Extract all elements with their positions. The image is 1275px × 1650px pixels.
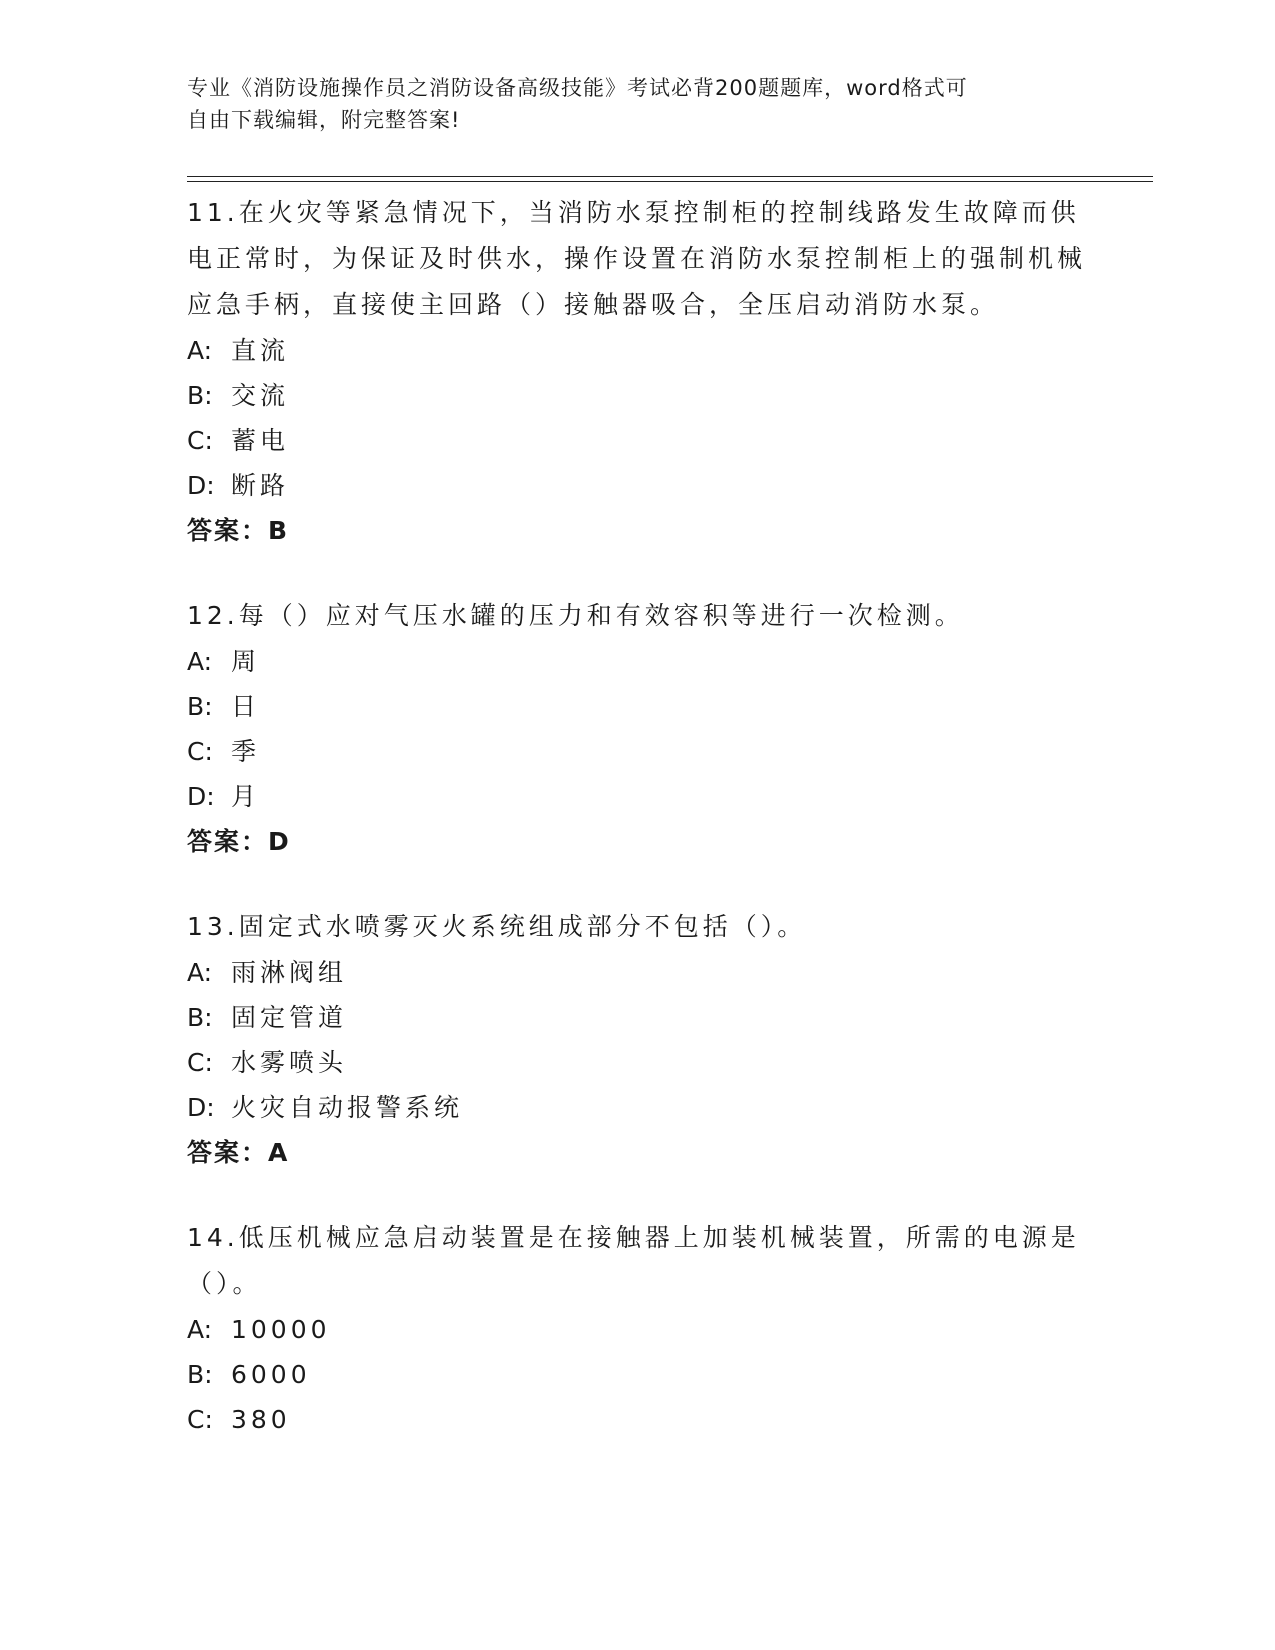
option-text: 断路 <box>231 471 290 500</box>
option-text: 直流 <box>231 336 290 365</box>
option-letter: A: <box>187 336 213 365</box>
option-letter: B: <box>187 692 213 721</box>
question-13 <box>187 904 1087 1175</box>
question-list <box>187 190 1087 1442</box>
option-d <box>187 774 1087 819</box>
option-text: 380 <box>231 1405 291 1434</box>
document-header <box>187 72 1067 136</box>
option-letter: B: <box>187 1003 213 1032</box>
header-line-1: 专业《消防设施操作员之消防设备高级技能》考试必背200题题库，word格式可 <box>187 76 968 100</box>
option-c <box>187 729 1087 774</box>
option-a <box>187 328 1087 373</box>
answer-value: B <box>268 516 290 545</box>
option-text: 水雾喷头 <box>231 1048 348 1077</box>
option-text: 交流 <box>231 381 290 410</box>
option-c <box>187 1040 1087 1085</box>
option-text: 火灾自动报警系统 <box>231 1093 464 1122</box>
answer-line <box>187 508 1087 553</box>
option-b <box>187 1352 1087 1397</box>
option-a <box>187 1307 1087 1352</box>
option-letter: C: <box>187 737 213 766</box>
answer-line <box>187 819 1087 864</box>
answer-value: D <box>268 827 291 856</box>
option-d <box>187 1085 1087 1130</box>
header-divider-bottom <box>187 181 1153 182</box>
option-letter: A: <box>187 958 213 987</box>
option-d <box>187 463 1087 508</box>
spacer <box>187 553 1087 593</box>
question-stem: 14.低压机械应急启动装置是在接触器上加装机械装置，所需的电源是（）。 <box>187 1223 1080 1298</box>
option-letter: B: <box>187 381 213 410</box>
answer-label: 答案： <box>187 1138 269 1167</box>
answer-line <box>187 1130 1087 1175</box>
option-c <box>187 1397 1087 1442</box>
option-text: 雨淋阀组 <box>231 958 348 987</box>
option-text: 月 <box>231 782 261 811</box>
question-11 <box>187 190 1087 553</box>
option-text: 周 <box>231 647 261 676</box>
option-text: 10000 <box>231 1315 331 1344</box>
option-letter: C: <box>187 426 213 455</box>
question-14 <box>187 1215 1087 1442</box>
option-text: 6000 <box>231 1360 311 1389</box>
answer-label: 答案： <box>187 827 269 856</box>
header-line-2: 自由下载编辑，附完整答案! <box>187 108 461 132</box>
header-divider-top <box>187 176 1153 177</box>
option-letter: D: <box>187 1093 215 1122</box>
option-letter: D: <box>187 782 215 811</box>
question-stem: 12.每（）应对气压水罐的压力和有效容积等进行一次检测。 <box>187 601 964 630</box>
answer-value: A <box>268 1138 290 1167</box>
option-text: 日 <box>231 692 261 721</box>
option-text: 蓄电 <box>231 426 290 455</box>
option-a <box>187 639 1087 684</box>
option-letter: B: <box>187 1360 213 1389</box>
option-b <box>187 373 1087 418</box>
option-text: 季 <box>231 737 261 766</box>
answer-label: 答案： <box>187 516 269 545</box>
spacer <box>187 864 1087 904</box>
option-a <box>187 950 1087 995</box>
option-letter: A: <box>187 1315 213 1344</box>
option-c <box>187 418 1087 463</box>
option-letter: C: <box>187 1405 213 1434</box>
question-stem: 13.固定式水喷雾灭火系统组成部分不包括（）。 <box>187 912 807 941</box>
spacer <box>187 1175 1087 1215</box>
option-text: 固定管道 <box>231 1003 348 1032</box>
option-letter: A: <box>187 647 213 676</box>
option-b <box>187 995 1087 1040</box>
question-stem: 11.在火灾等紧急情况下，当消防水泵控制柜的控制线路发生故障而供电正常时，为保证及时供水，操作设置在消防水泵控制柜上的强制机械应急手柄，直接使主回路（）接触器吸合，全压启动消防水泵。 <box>187 198 1087 319</box>
option-b <box>187 684 1087 729</box>
question-12 <box>187 593 1087 864</box>
option-letter: C: <box>187 1048 213 1077</box>
option-letter: D: <box>187 471 215 500</box>
